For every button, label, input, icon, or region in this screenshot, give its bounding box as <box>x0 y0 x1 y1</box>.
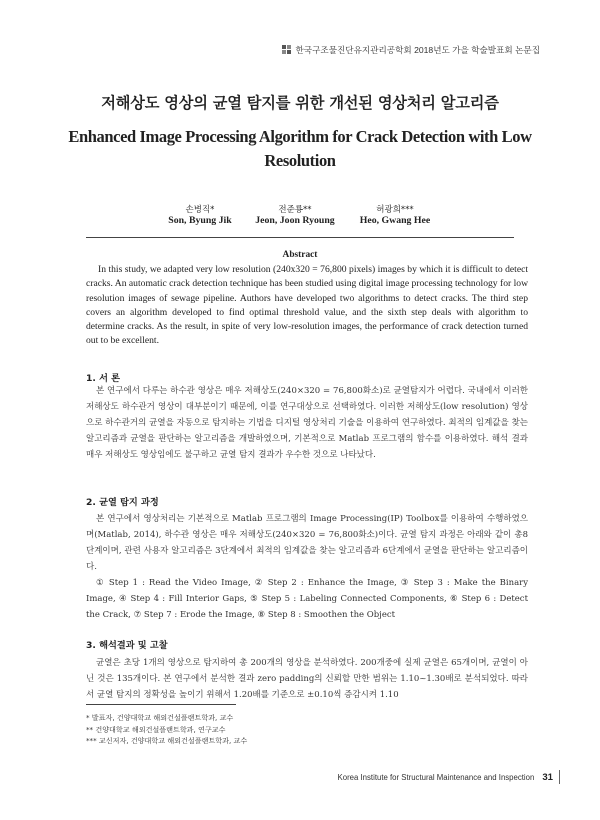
footer-bar <box>559 770 560 784</box>
page-number: 31 <box>542 771 553 783</box>
section-1-heading: 1. 서 론 <box>86 373 121 384</box>
section-3-heading: 3. 해석결과 및 고찰 <box>86 640 168 651</box>
abstract-heading: Abstract <box>282 250 318 260</box>
author-3-english: Heo, Gwang Hee <box>359 215 431 226</box>
title-english: Enhanced Image Processing Algorithm for Crack Detection with Low Resolution <box>68 127 532 170</box>
author-1-korean: 손병직* <box>185 205 215 215</box>
footnote-3: *** 교신저자, 건양대학교 해외건설플랜트학과, 교수 <box>86 736 248 745</box>
authors-korean <box>100 203 500 215</box>
running-header <box>60 44 540 60</box>
footnote-divider <box>86 704 236 705</box>
author-2-korean: 전준룡** <box>278 205 312 215</box>
authors-english <box>100 215 500 226</box>
divider <box>86 237 514 238</box>
title-korean: 저해상도 영상의 균열 탐지를 위한 개선된 영상처리 알고리즘 <box>101 94 499 112</box>
author-1-english: Son, Byung Jik <box>168 215 232 226</box>
journal-logo-icon <box>282 45 291 54</box>
section-1-paragraph: 본 연구에서 다루는 하수관 영상은 매우 저해상도(240×320 = 76,800화소)로 균열탐지가 어렵다. 국내에서 이러한 저해상도 하수관거 영상이 대부분이기 때문에, 이를 연구대상으로 선택하였다. 이러한 저해상도(low resolution) 영상으로 하수관거의 균열을 자동으로 탐지하는 기법을 디지털 영상처리 기술을 이용하여 연구하였다. 최적의 임계값을 찾는 알고리즘과 균열을 판단하는 알고리즘을 개발하였으며, 기본적으로 Matlab 프로그램의 함수를 이용하였다. 해석 결과 매우 저해상도 영상임에도 불구하고 균열 탐지 결과가 우수한 것으로 나타났다. <box>86 386 528 460</box>
abstract-text: In this study, we adapted very low resolution (240x320 = 76,800 pixels) images by which it is difficult to detect cracks. An automatic crack detection technique has been studied using digital image processing technology for low resolution images of sewage pipeline. Authors have developed two algorithms to detect cracks. The third step covers an algorithm developed to find optimal threshold value, and the sixth step deals with algorithm to determine cracks. As the result, in spite of very low-resolution images, the performance of crack detection turned out to be excellent. <box>86 264 528 347</box>
section-2-heading: 2. 균열 탐지 과정 <box>86 497 159 508</box>
author-2-english: Jeon, Joon Ryoung <box>255 215 335 226</box>
footnote-2: ** 건양대학교 해외건설플랜트학과, 연구교수 <box>86 724 226 734</box>
footnote-1: * 발표자, 건양대학교 해외건설플랜트학과, 교수 <box>86 713 234 722</box>
author-3-korean: 허광희*** <box>376 205 414 215</box>
footnotes <box>86 712 386 747</box>
running-header-text: 한국구조물진단유지관리공학회 2018년도 가을 학술발표회 논문집 <box>295 45 540 55</box>
footer-institution: Korea Institute for Structural Maintenance and Inspection <box>337 772 535 782</box>
page-footer <box>338 770 560 784</box>
section-2-steps: ① Step 1 : Read the Video Image, ② Step 2 : Enhance the Image, ③ Step 3 : Make the Binary Image, ④ Step 4 : Fill Interior Gaps, ⑤ Step 5 : Labeling Connected Components, ⑥ Step 6 : Detect the Crack, ⑦ Step 7 : Erode the Image, ⑧ Step 8 : Smoothen the Object <box>86 578 528 620</box>
section-2-paragraph: 본 연구에서 영상처리는 기본적으로 Matlab 프로그램의 Image Processing(IP) Toolbox를 이용하여 수행하였으며(Matlab, 2014), 하수관 영상은 매우 저해상도(240×320 = 76,800화소)이다. 균열 탐지 과정은 아래와 같이 총8단계이며, 관련 사용자 알고리즘은 3단계에서 최적의 임계값을 찾는 알고리즘과 6단계에서 균열을 판단하는 알고리즘이다. <box>86 514 528 572</box>
section-3-paragraph: 균열은 초당 1개의 영상으로 탐지하여 총 200개의 영상을 분석하였다. 200개중에 실제 균열은 65개이며, 균열이 아닌 것은 135개이다. 본 연구에서 분석한 결과 zero padding의 신뢰할 만한 범위는 1.10~1.30배로 분석되었다. 따라서 균열 탐지의 정확성을 높이기 위해서 1.20배를 기준으로 ±0.10씩 증감시켜 1.10 <box>86 658 528 700</box>
